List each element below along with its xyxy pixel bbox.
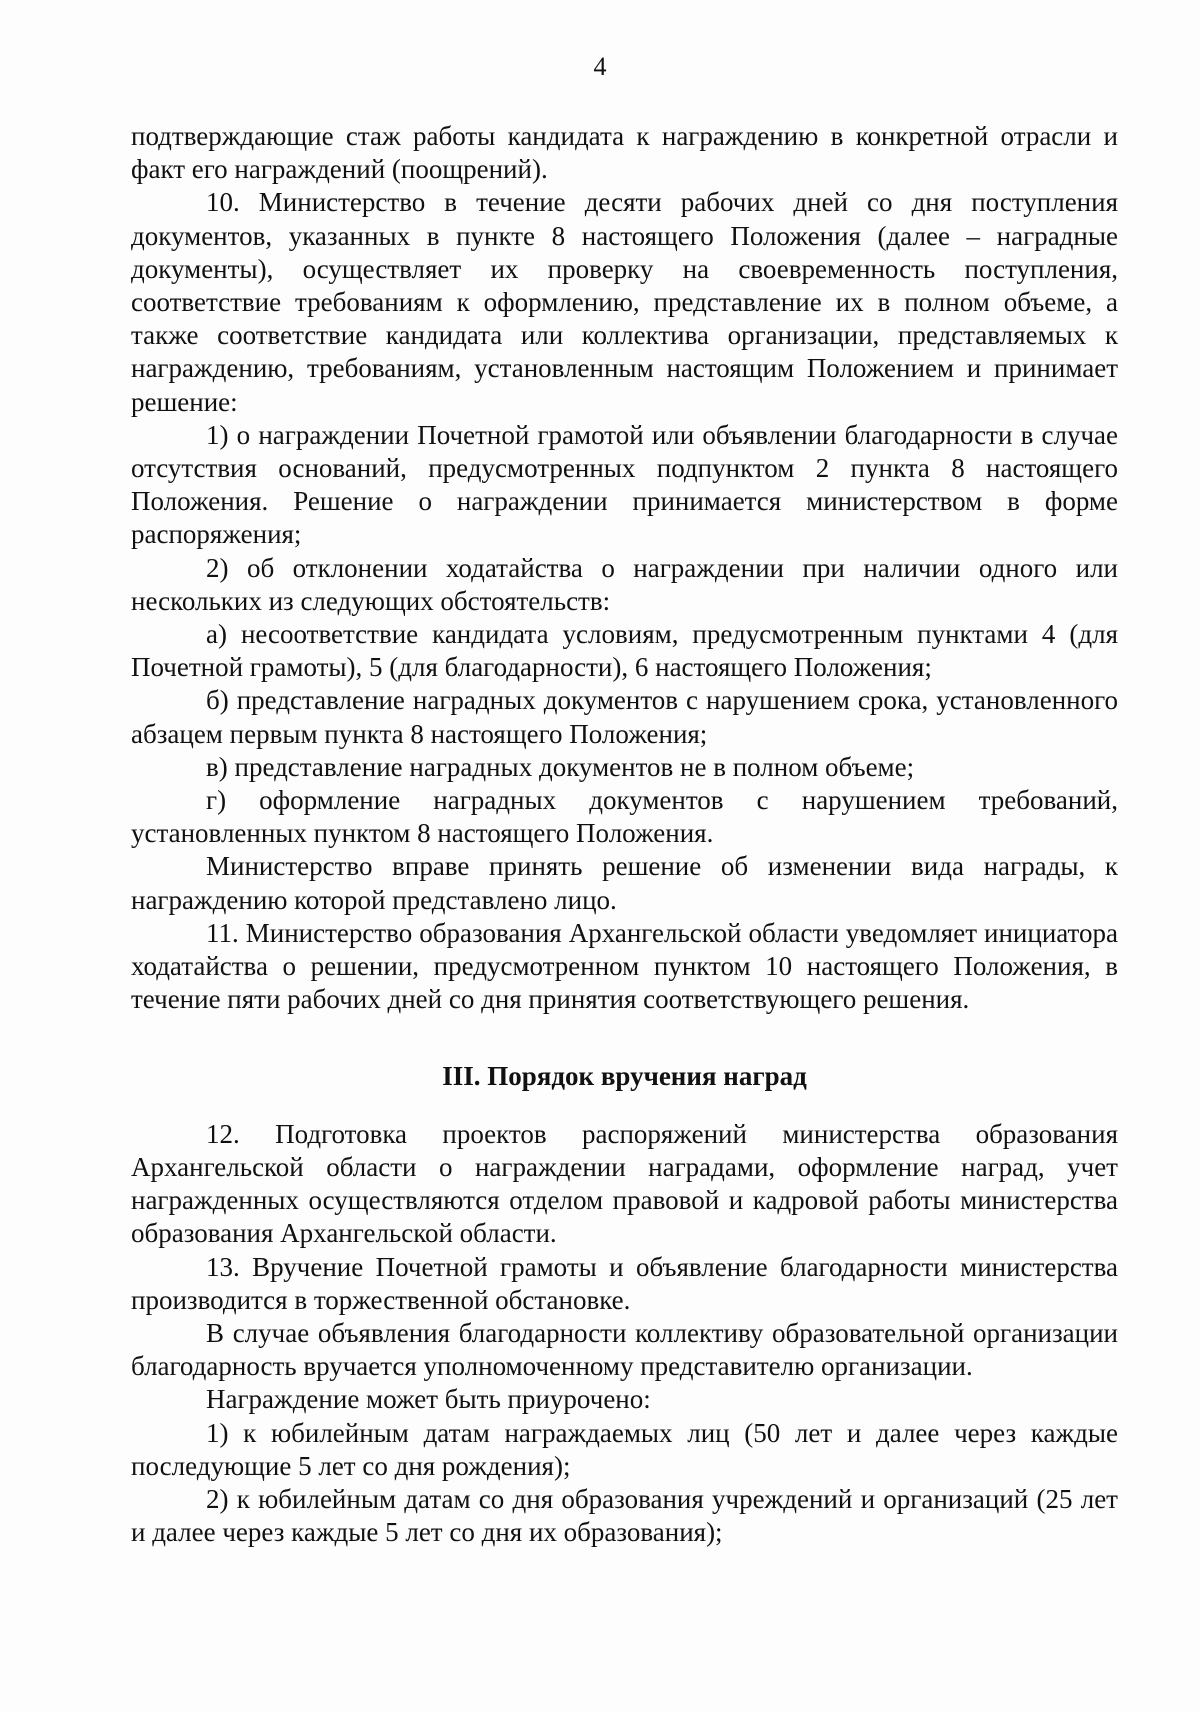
section-heading: III. Порядок вручения наград (442, 1061, 807, 1092)
paragraph-item-11: 11. Министерство образования Архангельской области уведомляет инициатора ходатайства о решении, предусмотренном пунктом 10 настоящего Положения, в течение пяти рабочих дней со дня принятия соответствующего решения. (131, 917, 1118, 1015)
paragraph-item-13: 13. Вручение Почетной грамоты и объявление благодарности министерства производится в торжественной обстановке. (131, 1251, 1118, 1315)
paragraph-subitem-g: г) оформление наградных документов с нарушением требований, установленных пунктом 8 настоящего Положения. (131, 785, 1118, 849)
paragraph-award-type-change: Министерство вправе принять решение об изменении вида награды, к награждению которой представлено лицо. (131, 851, 1118, 915)
paragraph-subitem-b: б) представление наградных документов с нарушением срока, установленного абзацем первым пункта 8 настоящего Положения; (131, 685, 1118, 749)
paragraph-continuation: подтверждающие стаж работы кандидата к награждению в конкретной отрасли и факт его награждений (поощрений). (131, 121, 1118, 185)
document-body (131, 120, 1118, 1549)
paragraph-item-10: 10. Министерство в течение десяти рабочих дней со дня поступления документов, указанных в пункте 8 настоящего Положения (далее – наградные документы), осуществляет их проверку на своевременность поступления, соответствие требованиям к оформлению, представление их в полном объеме, а также соответствие кандидата или коллектива организации, представляемых к награждению, требованиям, установленным настоящим Положением и принимает решение: (131, 187, 1118, 417)
paragraph-timing-intro: Награждение может быть приурочено: (206, 1384, 651, 1415)
paragraph-timing-1: 1) к юбилейным датам награждаемых лиц (50 лет и далее через каждые последующие 5 лет со дня рождения); (131, 1417, 1118, 1481)
paragraph-subitem-2: 2) об отклонении ходатайства о награждении при наличии одного или нескольких из следующих обстоятельств: (131, 552, 1118, 616)
paragraph-subitem-1: 1) о награждении Почетной грамотой или объявлении благодарности в случае отсутствия оснований, предусмотренных подпунктом 2 пункта 8 настоящего Положения. Решение о награждении принимается министерством в форме распоряжения; (131, 419, 1118, 550)
paragraph-subitem-a: а) несоответствие кандидата условиям, предусмотренным пунктами 4 (для Почетной грамоты), 5 (для благодарности), 6 настоящего Положения; (131, 619, 1118, 683)
paragraph-item-12: 12. Подготовка проектов распоряжений министерства образования Архангельской области о награждении наградами, оформление наград, учет награжденных осуществляются отделом правовой и кадровой работы министерства образования Архангельской области. (131, 1118, 1118, 1249)
page-number: 4 (593, 52, 607, 81)
paragraph-collective-award: В случае объявления благодарности коллективу образовательной организации благодарность вручается уполномоченному представителю организации. (131, 1317, 1118, 1382)
top-paragraphs (131, 120, 1118, 1016)
bottom-paragraphs (131, 1118, 1118, 1550)
spacer (131, 1094, 1118, 1118)
paragraph-subitem-v: в) представление наградных документов не в полном объеме; (206, 751, 915, 782)
spacer (131, 1016, 1118, 1060)
paragraph-timing-2: 2) к юбилейным датам со дня образования учреждений и организаций (25 лет и далее через каждые 5 лет со дня их образования); (131, 1483, 1118, 1548)
